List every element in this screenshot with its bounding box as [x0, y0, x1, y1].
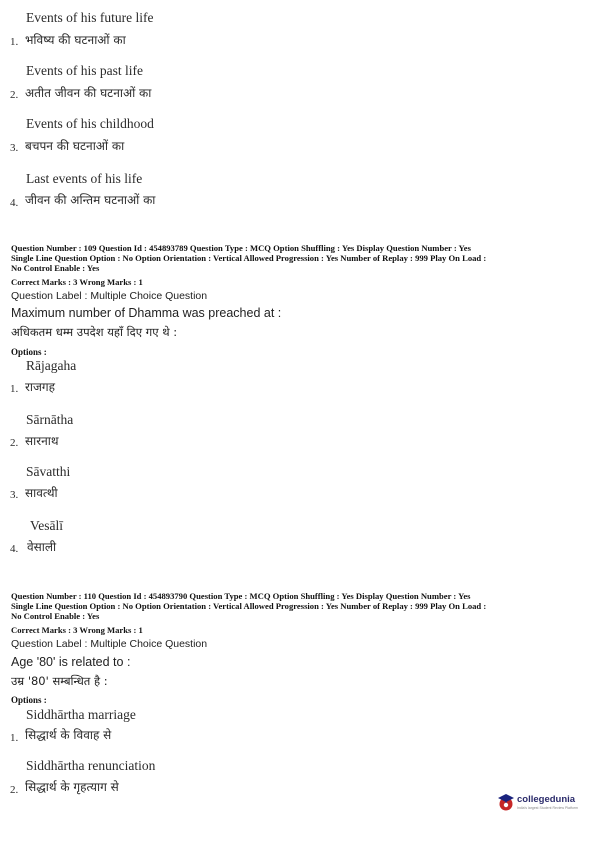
options-heading: Options :	[11, 347, 47, 357]
question-label: Question Label : Multiple Choice Question	[11, 638, 208, 650]
question-label: Question Label : Multiple Choice Question	[11, 290, 208, 302]
option-text-en: Sārnātha	[26, 412, 74, 427]
question-meta-line: Single Line Question Option : No Option Orientation : Vertical Allowed Progression : Yes Number of Replay : 999 Play On Load :	[11, 601, 487, 611]
question-text-en: Maximum number of Dhamma was preached at :	[11, 306, 282, 320]
question-text-en: Age '80' is related to :	[11, 655, 131, 669]
option-text-hi: जीवन की अन्तिम घटनाओं का	[25, 193, 156, 207]
option-number: 4.	[10, 543, 19, 555]
question-text-hi: अधिकतम धम्म उपदेश यहाँ दिए गए थे :	[11, 325, 178, 339]
question-meta-line: Single Line Question Option : No Option Orientation : Vertical Allowed Progression : Yes Number of Replay : 999 Play On Load :	[11, 253, 487, 263]
option-text-en: Siddhārtha renunciation	[26, 758, 156, 773]
option-number: 2.	[10, 89, 19, 101]
logo-brand-text: collegedunia	[517, 794, 576, 805]
option-text-hi: सिद्धार्थ के विवाह से	[25, 728, 112, 742]
option-number: 1.	[10, 383, 19, 395]
question-text-hi: उम्र '80' सम्बन्धित है :	[11, 674, 108, 688]
option-text-en: Vesālī	[30, 518, 63, 533]
question-meta-line: Question Number : 109 Question Id : 454893789 Question Type : MCQ Option Shuffling : Yes Display Question Number : Yes	[11, 243, 471, 253]
question-meta-line: Question Number : 110 Question Id : 454893790 Question Type : MCQ Option Shuffling : Yes Display Question Number : Yes	[11, 591, 471, 601]
option-text-hi: सिद्धार्थ के गृहत्याग से	[25, 780, 119, 794]
option-text-en: Sāvatthi	[26, 464, 71, 479]
options-heading: Options :	[11, 695, 47, 705]
option-text-hi: वेसाली	[27, 540, 57, 554]
logo-tagline: India's largest Student Review Platform	[517, 806, 578, 810]
question-marks: Correct Marks : 3 Wrong Marks : 1	[11, 277, 143, 287]
collegedunia-logo	[497, 790, 587, 816]
graduation-cap-icon	[497, 792, 515, 812]
option-text-hi: सारनाथ	[25, 434, 59, 448]
option-number: 2.	[10, 437, 19, 449]
option-text-en: Events of his future life	[26, 10, 154, 25]
option-text-hi: सावत्थी	[25, 486, 58, 500]
question-marks: Correct Marks : 3 Wrong Marks : 1	[11, 625, 143, 635]
option-text-en: Last events of his life	[26, 171, 143, 186]
option-number: 1.	[10, 36, 19, 48]
option-number: 1.	[10, 732, 19, 744]
option-text-hi: अतीत जीवन की घटनाओं का	[25, 86, 152, 100]
option-text-hi: बचपन की घटनाओं का	[25, 139, 125, 153]
question-meta-line: No Control Enable : Yes	[11, 611, 100, 621]
option-number: 4.	[10, 197, 19, 209]
option-text-en: Events of his childhood	[26, 116, 154, 131]
question-meta-line: No Control Enable : Yes	[11, 263, 100, 273]
option-text-en: Siddhārtha marriage	[26, 707, 136, 722]
option-text-hi: राजगह	[25, 380, 56, 394]
option-number: 3.	[10, 489, 19, 501]
option-number: 2.	[10, 784, 19, 796]
option-text-en: Rājagaha	[26, 358, 77, 373]
option-text-hi: भविष्य की घटनाओं का	[25, 33, 126, 47]
option-number: 3.	[10, 142, 19, 154]
option-text-en: Events of his past life	[26, 63, 143, 78]
